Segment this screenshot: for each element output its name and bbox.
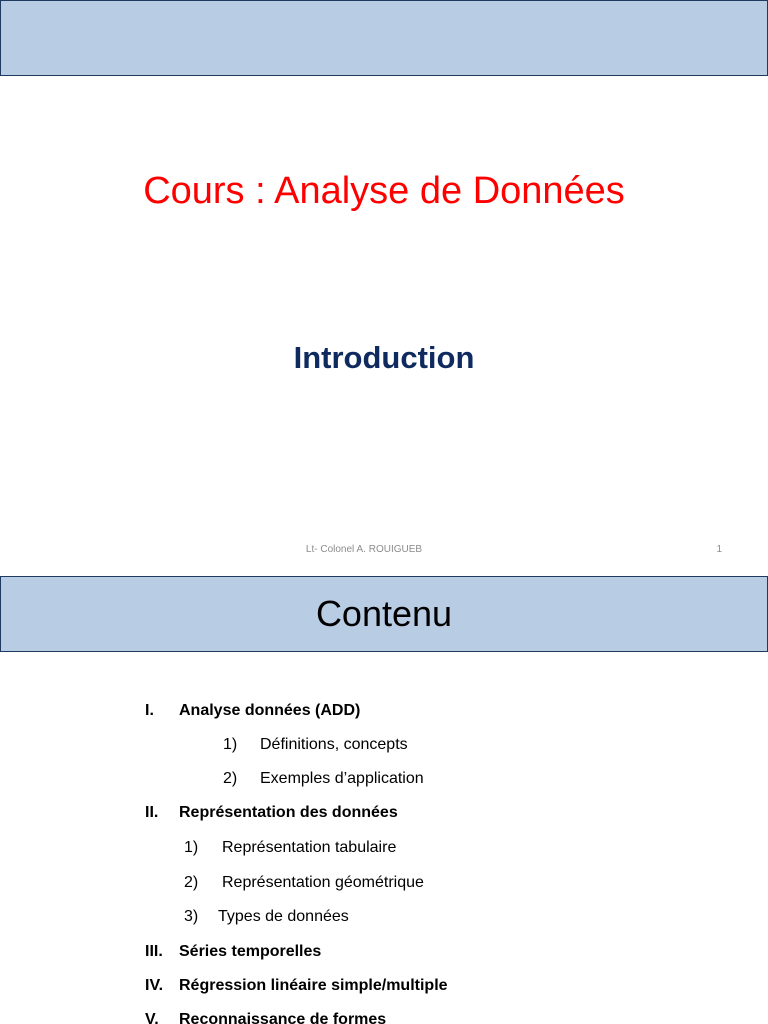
slide-number: 1 — [716, 544, 722, 555]
toc-item — [0, 767, 768, 791]
header-band — [0, 576, 768, 652]
toc-number: I. — [145, 702, 154, 719]
toc-item — [0, 733, 768, 757]
toc-label: Séries temporelles — [179, 943, 322, 960]
toc-label: Types de données — [218, 908, 349, 925]
toc-item — [0, 836, 768, 860]
toc-number: 2) — [184, 874, 199, 891]
slide-subtitle: Introduction — [293, 340, 475, 375]
toc-number: 1) — [184, 839, 199, 856]
toc-item — [0, 974, 768, 998]
toc-item — [0, 871, 768, 895]
toc-number: 3) — [184, 908, 199, 925]
course-title: Cours : Analyse de Données — [143, 170, 625, 212]
contents-title: Contenu — [315, 593, 453, 634]
toc-label: Représentation tabulaire — [222, 839, 397, 856]
toc-item — [0, 699, 768, 723]
toc-number: III. — [145, 943, 163, 960]
header-band — [0, 0, 768, 76]
toc-label: Exemples d’application — [260, 770, 424, 787]
toc-label: Représentation des données — [179, 804, 398, 821]
toc-label: Reconnaissance de formes — [179, 1011, 387, 1024]
footer-author: Lt- Colonel A. ROUIGUEB — [305, 544, 423, 555]
toc-label: Définitions, concepts — [260, 736, 408, 753]
toc-number: II. — [145, 804, 159, 821]
toc-item — [0, 801, 768, 825]
toc-number: V. — [145, 1011, 159, 1024]
toc-number: IV. — [145, 977, 164, 994]
toc-label: Régression linéaire simple/multiple — [179, 977, 448, 994]
toc-item — [0, 905, 768, 929]
toc-item — [0, 1008, 768, 1024]
toc-number: 1) — [223, 736, 238, 753]
toc-label: Représentation géométrique — [222, 874, 424, 891]
toc-item — [0, 940, 768, 964]
toc-label: Analyse données (ADD) — [179, 702, 361, 719]
toc-number: 2) — [223, 770, 238, 787]
contents-slide — [0, 576, 768, 1024]
